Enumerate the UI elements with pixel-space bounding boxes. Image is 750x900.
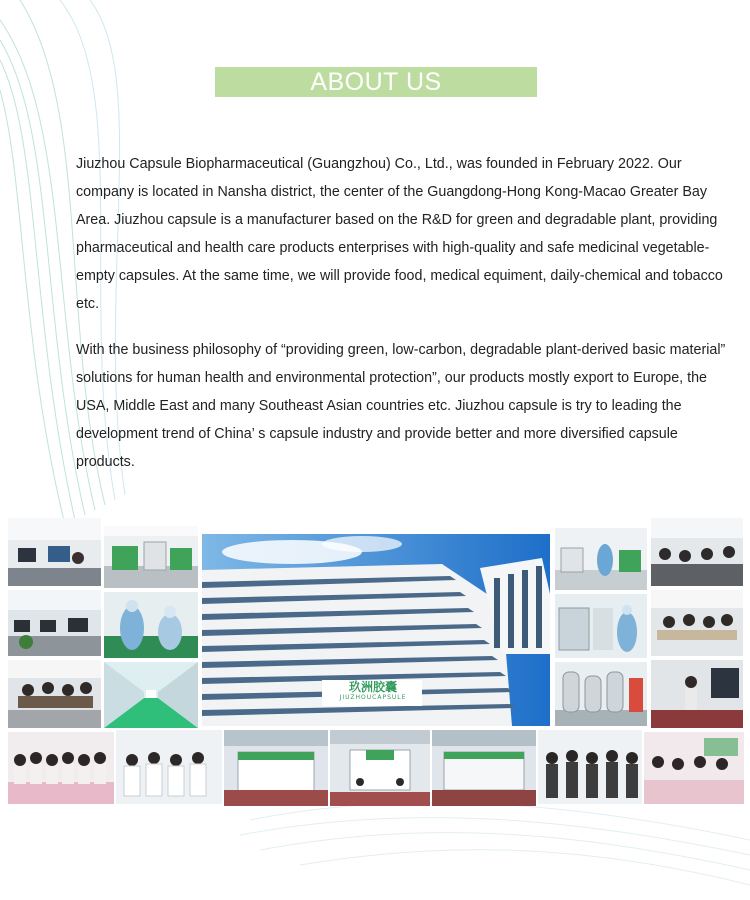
office-photo (8, 518, 101, 586)
lab-technician-photo (555, 594, 647, 658)
manufacturing-tanks-photo (555, 662, 647, 726)
sign-english: JIUZHOUCAPSULE (339, 694, 407, 701)
sign-chinese: 玖洲胶囊 (348, 680, 397, 694)
photo-collage (0, 512, 750, 812)
staff-group-photo (116, 730, 222, 804)
building-sign (328, 680, 418, 706)
office-photo (8, 590, 101, 656)
production-line-photo (104, 526, 198, 588)
presentation-photo (651, 660, 743, 728)
lab-workers-photo (104, 592, 198, 658)
intro-paragraph: Jiuzhou Capsule Biopharmaceutical (Guangzhou) Co., Ltd., was founded in February 2022. Our company is located in Nansha district, the center of the Guangdong-Hong Kong-Macao Greater Bay Area. Jiuzhou capsule is a manufacturer based on the R&D for green and degradable plant, providing pharmaceutical and health care products enterprises with high-quality and safe medicinal vegetable-empty capsules. At the same time, we will provide food, medical equiment, daily-chemical and tobacco etc. (76, 156, 723, 312)
headquarters-building-photo (202, 534, 550, 726)
team-photo (8, 732, 114, 804)
banquet-photo (644, 732, 744, 804)
meeting-photo (8, 660, 101, 728)
lab-equipment-photo (555, 528, 647, 590)
exhibition-booth-photo (224, 730, 328, 806)
exhibition-booth-photo (432, 730, 536, 806)
team-thumbs-up-photo (538, 730, 642, 804)
section-title: ABOUT US (215, 67, 537, 97)
clean-corridor-photo (104, 662, 198, 728)
exhibition-booth-photo (330, 730, 430, 806)
conference-photo (651, 590, 743, 656)
intro-paragraph: With the business philosophy of “providing green, low-carbon, degradable plant-derived basic material” solutions for human health and environmental protection”, our products mostly export to Europe, the USA, Middle East and many Southeast Asian countries etc. Jiuzhou capsule is try to leading the development trend of China’ s capsule industry and provide better and more diversified capsule products. (76, 342, 726, 470)
training-room-photo (651, 518, 743, 586)
company-introduction (76, 150, 726, 494)
